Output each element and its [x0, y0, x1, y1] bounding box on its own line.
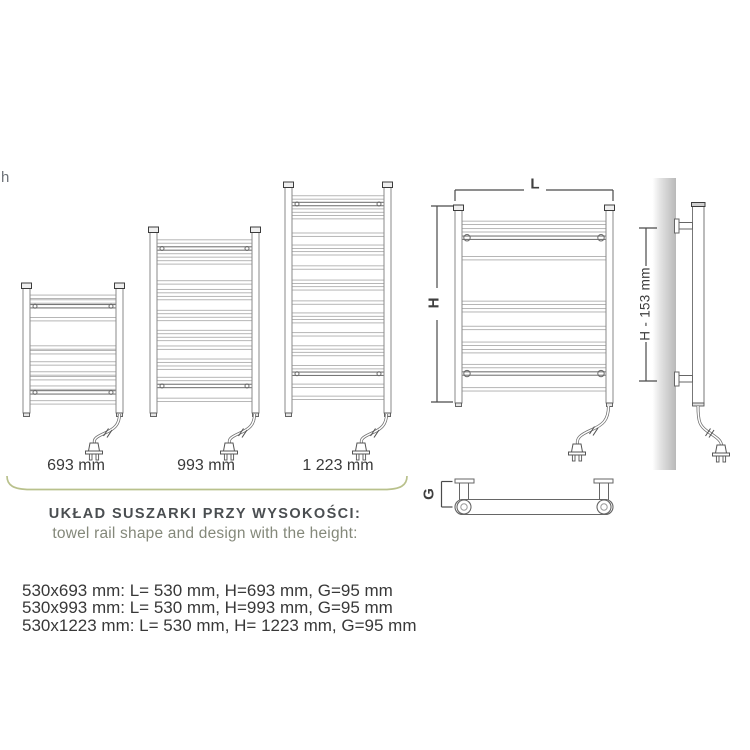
spec-line-693: 530x693 mm: L= 530 mm, H=693 mm, G=95 mm [22, 581, 393, 600]
power-plug-icon [569, 444, 586, 461]
wall-side-view [653, 178, 677, 470]
dimension-label-L: L [530, 175, 540, 193]
caption-title-polish: UKŁAD SUSZARKI PRZY WYSOKOŚCI: [48, 506, 362, 522]
stray-cropped-text: h [1, 169, 10, 186]
spec-line-1223: 530x1223 mm: L= 530 mm, H= 1223 mm, G=95 mm [22, 615, 417, 635]
spec-text-block [22, 582, 416, 634]
towel-rail-693-front-view [22, 283, 125, 460]
towel-rail-1223-front-view [284, 182, 393, 460]
dimension-label-H: H [425, 297, 443, 309]
towel-rail-top-view [442, 479, 614, 515]
dimension-label-G: G [420, 488, 438, 500]
power-plug-icon [713, 445, 730, 462]
brace-accent [7, 476, 407, 490]
towel-rail-993-front-view [149, 227, 261, 460]
dimension-label-h153: H - 153 mm [637, 267, 653, 341]
towel-rail-dimension-view [454, 205, 615, 461]
size-label-993: 993 mm [177, 457, 235, 474]
size-label-1223: 1 223 mm [302, 457, 374, 474]
spec-line-993: 530x993 mm: L= 530 mm, H=993 mm, G=95 mm [22, 598, 393, 618]
caption-subtitle-english: towel rail shape and design with the height: [52, 525, 358, 542]
size-label-693: 693 mm [47, 457, 105, 474]
